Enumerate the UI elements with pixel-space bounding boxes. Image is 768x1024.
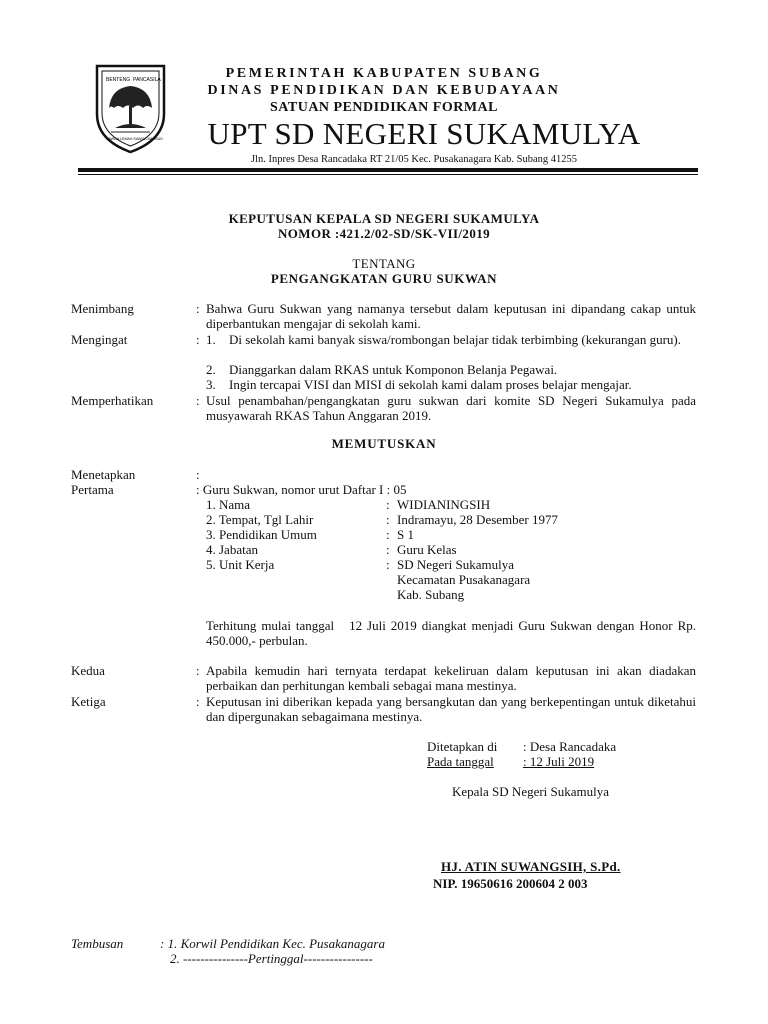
decree-about: TENTANG bbox=[352, 256, 416, 271]
field-label: 1. Nama bbox=[206, 497, 251, 512]
field-value-unit-line2: Kecamatan Pusakanagara bbox=[397, 572, 531, 587]
mengingat-item-text: Di sekolah kami banyak siswa/rombongan belajar tidak terbimbing (kekurangan guru). bbox=[229, 332, 681, 347]
set-place-label: Ditetapkan di bbox=[427, 739, 498, 754]
set-date-value: : 12 Juli 2019 bbox=[523, 754, 595, 769]
field-value-name: WIDIANINGSIH bbox=[397, 497, 491, 512]
ketiga-colon: : bbox=[196, 694, 200, 709]
kedua-label: Kedua bbox=[71, 663, 105, 678]
ketiga-label: Ketiga bbox=[71, 694, 106, 709]
kedua-text: Apabila kemudin hari ternyata terdapat kekeliruan dalam keputusan ini akan diadakan perbaikan dan perhitungan kembali sebagai mana mestinya. bbox=[206, 663, 696, 693]
pertama-text: : Guru Sukwan, nomor urut Daftar I : 05 bbox=[196, 482, 407, 497]
memperhatikan-text: Usul penambahan/pengangkatan guru sukwan dari komite SD Negeri Sukamulya pada musyawarah RKAS Tahun Anggaran 2019. bbox=[206, 393, 696, 423]
decree-subject: PENGANGKATAN GURU SUKWAN bbox=[270, 271, 498, 286]
mengingat-item-text: Dianggarkan dalam RKAS untuk Komponon Belanja Pegawai. bbox=[229, 362, 558, 377]
header-unit: SATUAN PENDIDIKAN FORMAL bbox=[270, 100, 498, 115]
pertama-label: Pertama bbox=[71, 482, 114, 497]
kedua-colon: : bbox=[196, 663, 200, 678]
field-colon: : bbox=[386, 512, 390, 527]
field-value-unit-line3: Kab. Subang bbox=[397, 587, 465, 602]
set-place-value: : Desa Rancadaka bbox=[523, 739, 617, 754]
header-department: DINAS PENDIDIKAN DAN KEBUDAYAAN bbox=[207, 83, 561, 98]
mengingat-item-text: Ingin tercapai VISI dan MISI di sekolah kami dalam proses belajar mengajar. bbox=[229, 377, 632, 392]
field-value-birth: Indramayu, 28 Desember 1977 bbox=[397, 512, 559, 527]
mengingat-label: Mengingat bbox=[71, 332, 128, 347]
field-colon: : bbox=[386, 542, 390, 557]
decree-title: KEPUTUSAN KEPALA SD NEGERI SUKAMULYA bbox=[228, 211, 540, 226]
tembusan-line2: 2. ---------------Pertinggal---------------- bbox=[170, 951, 373, 966]
signatory-position: Kepala SD Negeri Sukamulya bbox=[452, 784, 610, 799]
field-label: 4. Jabatan bbox=[206, 542, 258, 557]
letterhead-rule-thick bbox=[78, 168, 698, 172]
mengingat-item-num: 1. bbox=[206, 332, 216, 347]
field-value-position: Guru Kelas bbox=[397, 542, 457, 557]
menetapkan-label: Menetapkan bbox=[71, 467, 136, 482]
school-address: Jln. Inpres Desa Rancadaka RT 21/05 Kec. Pusakanagara Kab. Subang 41255 bbox=[250, 154, 578, 165]
menimbang-colon: : bbox=[196, 301, 200, 316]
memperhatikan-colon: : bbox=[196, 393, 200, 408]
signatory-nip: NIP. 19650616 200604 2 003 bbox=[433, 876, 588, 891]
field-value-education: S 1 bbox=[397, 527, 414, 542]
field-label: 3. Pendidikan Umum bbox=[206, 527, 317, 542]
mengingat-item-num: 2. bbox=[206, 362, 216, 377]
mengingat-colon: : bbox=[196, 332, 200, 347]
ketiga-text: Keputusan ini diberikan kepada yang bersangkutan dan yang berkepentingan untuk diketahui dan dipergunakan sebagaimana mestinya. bbox=[206, 694, 696, 724]
menimbang-label: Menimbang bbox=[71, 301, 134, 316]
honor-text: Terhitung mulai tanggal 12 Juli 2019 diangkat menjadi Guru Sukwan dengan Honor Rp. 450.000,- perbulan. bbox=[206, 618, 700, 648]
signatory-name: HJ. ATIN SUWANGSIH, S.Pd. bbox=[441, 859, 621, 874]
tembusan-line1: : 1. Korwil Pendidikan Kec. Pusakanagara bbox=[160, 936, 385, 951]
school-name: UPT SD NEGERI SUKAMULYA bbox=[207, 116, 641, 151]
letterhead-rule-thin bbox=[78, 174, 698, 175]
decree-number: NOMOR :421.2/02-SD/SK-VII/2019 bbox=[277, 226, 491, 241]
logo-text-top-right: PANCASILA bbox=[133, 77, 161, 83]
field-colon: : bbox=[386, 557, 390, 572]
memutuskan-heading: MEMUTUSKAN bbox=[331, 436, 437, 451]
field-colon: : bbox=[386, 497, 390, 512]
mengingat-item-num: 3. bbox=[206, 377, 216, 392]
tembusan-label: Tembusan bbox=[71, 936, 124, 951]
field-value-unit: SD Negeri Sukamulya bbox=[397, 557, 514, 572]
logo-text-bottom: SAWIJA LEMAH SAWIJA MAKSUD bbox=[106, 137, 163, 141]
logo-text-top-left: BENTENG bbox=[106, 77, 131, 83]
set-date-label: Pada tanggal bbox=[427, 754, 494, 769]
menetapkan-colon: : bbox=[196, 467, 200, 482]
field-label: 5. Unit Kerja bbox=[206, 557, 275, 572]
field-label: 2. Tempat, Tgl Lahir bbox=[206, 512, 314, 527]
field-colon: : bbox=[386, 527, 390, 542]
memperhatikan-label: Memperhatikan bbox=[71, 393, 154, 408]
header-government: PEMERINTAH KABUPATEN SUBANG bbox=[225, 66, 543, 81]
menimbang-text: Bahwa Guru Sukwan yang namanya tersebut dalam keputusan ini dipandang cakap untuk diperbantukan mengajar di sekolah kami. bbox=[206, 301, 696, 331]
